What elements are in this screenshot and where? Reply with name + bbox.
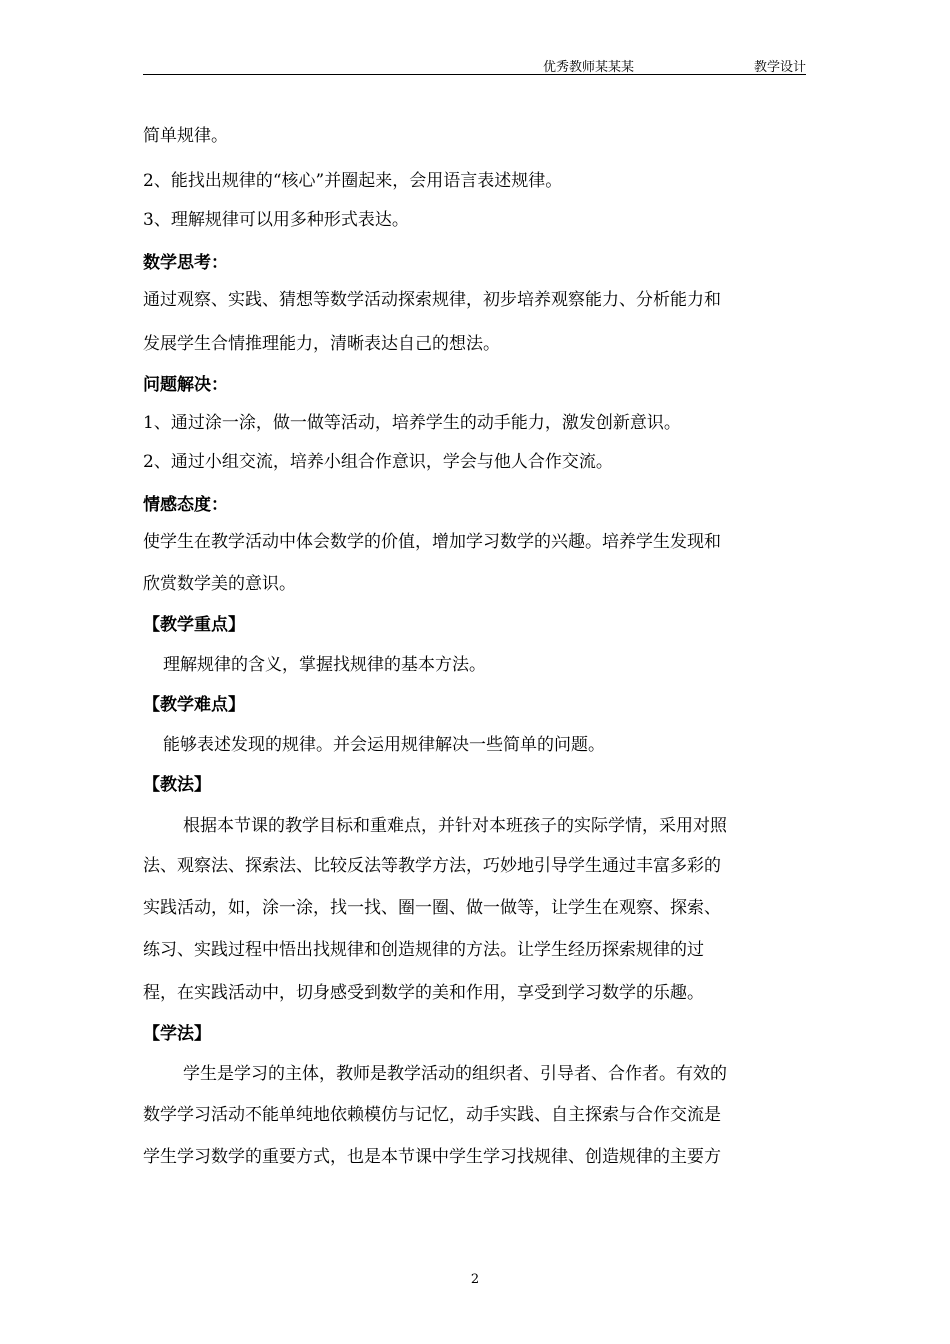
header-rule	[143, 74, 806, 75]
body-line: 实践活动，如，涂一涂，找一找、圈一圈、做一做等，让学生在观察、探索、	[143, 898, 721, 918]
body-line: 发展学生合情推理能力，清晰表达自己的想法。	[143, 334, 500, 354]
body-line: 根据本节课的教学目标和重难点，并针对本班孩子的实际学情，采用对照	[183, 816, 727, 836]
body-line: 使学生在教学活动中体会数学的价值，增加学习数学的兴趣。培养学生发现和	[143, 532, 721, 552]
body-line: 1、通过涂一涂，做一做等活动，培养学生的动手能力，激发创新意识。	[143, 413, 681, 433]
body-line: 理解规律的含义，掌握找规律的基本方法。	[163, 655, 486, 675]
body-line: 欣赏数学美的意识。	[143, 574, 296, 594]
body-line: 简单规律。	[143, 126, 228, 146]
body-line: 3、理解规律可以用多种形式表达。	[143, 210, 409, 230]
body-line: 学生学习数学的重要方式，也是本节课中学生学习找规律、创造规律的主要方	[143, 1147, 721, 1167]
body-line: 2、能找出规律的“核心”并圈起来，会用语言表述规律。	[143, 171, 563, 191]
section-heading: 问题解决：	[143, 375, 228, 395]
body-line: 法、观察法、探索法、比较反法等教学方法，巧妙地引导学生通过丰富多彩的	[143, 856, 721, 876]
body-line: 练习、实践过程中悟出找规律和创造规律的方法。让学生经历探索规律的过	[143, 940, 704, 960]
section-heading: 【学法】	[143, 1024, 211, 1044]
header-doc-type: 教学设计	[753, 60, 806, 75]
section-heading: 【教学难点】	[143, 695, 245, 715]
section-heading: 【教学重点】	[143, 615, 245, 635]
body-line: 学生是学习的主体，教师是教学活动的组织者、引导者、合作者。有效的	[183, 1064, 727, 1084]
body-line: 2、通过小组交流，培养小组合作意识，学会与他人合作交流。	[143, 452, 613, 472]
body-line: 通过观察、实践、猜想等数学活动探索规律，初步培养观察能力、分析能力和	[143, 290, 721, 310]
page-number: 2	[470, 1272, 480, 1287]
section-heading: 【教法】	[143, 775, 211, 795]
section-heading: 情感态度：	[143, 495, 228, 515]
body-line: 程，在实践活动中，切身感受到数学的美和作用，享受到学习数学的乐趣。	[143, 983, 704, 1003]
body-line: 数学学习活动不能单纯地依赖模仿与记忆，动手实践、自主探索与合作交流是	[143, 1105, 721, 1125]
body-line: 能够表述发现的规律。并会运用规律解决一些简单的问题。	[163, 735, 605, 755]
header-author: 优秀教师某某某	[543, 60, 635, 75]
section-heading: 数学思考：	[143, 253, 228, 273]
page-header	[143, 56, 806, 76]
